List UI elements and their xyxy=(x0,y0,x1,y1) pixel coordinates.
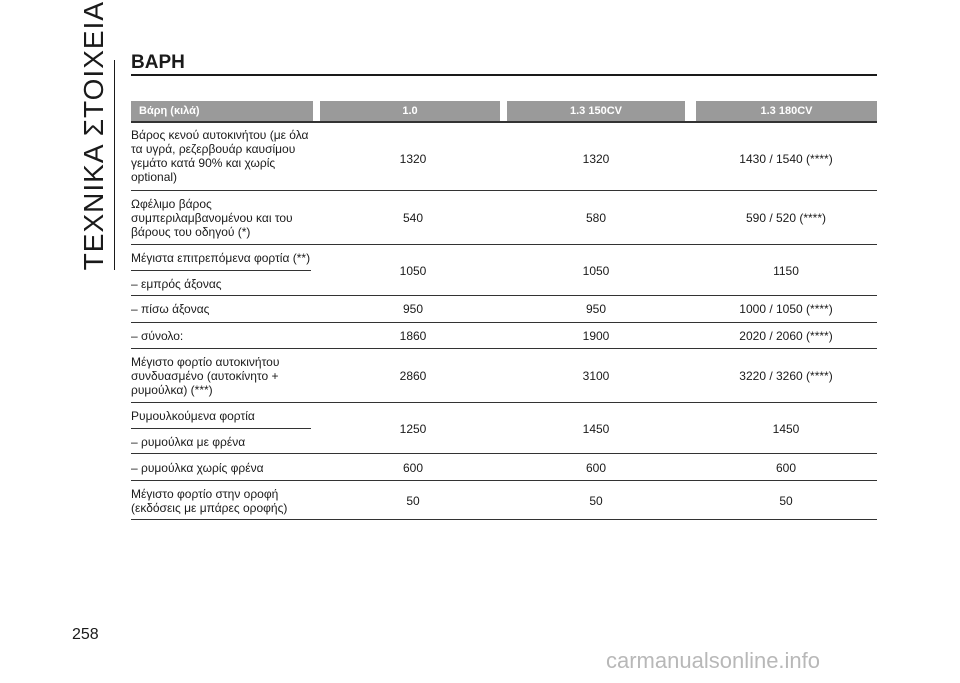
table-row xyxy=(131,251,877,293)
value-1-3-180cv: 3220 / 3260 (****) xyxy=(739,369,833,383)
table-row xyxy=(131,355,877,401)
value-1-3-150cv: 580 xyxy=(585,211,607,225)
table-row xyxy=(131,302,877,318)
header-1-3-180cv: 1.3 180CV xyxy=(696,101,877,121)
value-1-0: 600 xyxy=(402,461,424,475)
row-label: Ρυμουλκούμενα φορτία xyxy=(131,409,255,423)
value-1-3-180cv: 600 xyxy=(775,461,797,475)
row-divider xyxy=(131,480,877,481)
value-1-3-150cv: 50 xyxy=(589,494,603,508)
row-label: Μέγιστα επιτρεπόμενα φορτία (**) xyxy=(131,251,311,265)
row-divider xyxy=(131,322,877,323)
section-title: ΒΑΡΗ xyxy=(131,52,185,73)
row-sublabel: – ρυμούλκα με φρένα xyxy=(131,435,246,449)
section-divider xyxy=(131,74,877,76)
row-divider xyxy=(131,244,877,245)
value-1-3-150cv: 1050 xyxy=(582,264,610,278)
value-1-3-180cv: 2020 / 2060 (****) xyxy=(739,329,833,343)
sub-divider xyxy=(131,270,311,271)
side-chapter-title xyxy=(72,0,116,270)
sub-divider xyxy=(131,428,311,429)
value-1-0: 1860 xyxy=(399,329,427,343)
value-1-0: 2860 xyxy=(399,369,427,383)
value-1-3-150cv: 1320 xyxy=(582,152,610,166)
row-label: Βάρος κενού αυτοκινήτου (με όλα τα υγρά, ρεζερβουάρ καυσίμου γεμάτο κατά 90% και χωρίς optional) xyxy=(131,128,309,184)
row-divider xyxy=(131,295,877,296)
table-header-row xyxy=(131,101,877,121)
value-1-0: 1250 xyxy=(399,422,427,436)
side-divider xyxy=(114,60,115,270)
value-1-0: 1050 xyxy=(399,264,427,278)
header-1-3-150cv: 1.3 150CV xyxy=(507,101,685,121)
row-divider xyxy=(131,519,877,520)
row-divider xyxy=(131,453,877,454)
value-1-0: 540 xyxy=(402,211,424,225)
page-number: 258 xyxy=(72,626,99,643)
row-label: – σύνολο: xyxy=(131,329,184,343)
value-1-3-180cv: 1000 / 1050 (****) xyxy=(739,302,833,316)
value-1-3-180cv: 50 xyxy=(779,494,793,508)
value-1-0: 50 xyxy=(406,494,420,508)
value-1-3-180cv: 1150 xyxy=(773,264,799,278)
header-divider xyxy=(131,121,877,123)
value-1-3-150cv: 600 xyxy=(585,461,607,475)
table-row xyxy=(131,487,877,517)
value-1-3-150cv: 1900 xyxy=(582,329,610,343)
watermark-text: carmanualsonline.info xyxy=(606,648,821,673)
table-row xyxy=(131,329,877,345)
row-sublabel: – εμπρός άξονας xyxy=(131,277,222,291)
table-row xyxy=(131,128,877,188)
value-1-3-180cv: 1450 xyxy=(772,422,800,436)
table-row xyxy=(131,197,877,243)
row-divider xyxy=(131,190,877,191)
value-1-3-180cv: 590 / 520 (****) xyxy=(745,211,827,225)
row-label: – πίσω άξονας xyxy=(131,302,210,316)
value-1-3-150cv: 950 xyxy=(585,302,607,316)
table-row xyxy=(131,461,877,477)
value-1-3-150cv: 3100 xyxy=(582,369,610,383)
row-divider xyxy=(131,402,877,403)
row-label: Μέγιστο φορτίο στην οροφή (εκδόσεις με μπάρες οροφής) xyxy=(131,487,288,515)
header-weights: Βάρη (κιλά) xyxy=(131,101,313,121)
table-row xyxy=(131,409,877,451)
value-1-0: 1320 xyxy=(399,152,427,166)
row-label: Ωφέλιμο βάρος συμπεριλαμβανομένου και του βάρους του οδηγού (*) xyxy=(131,197,293,239)
row-label: – ρυμούλκα χωρίς φρένα xyxy=(131,461,264,475)
side-chapter-title-text: ΤΕΧΝΙΚΑ ΣΤΟΙΧΕΙΑ xyxy=(78,0,109,270)
value-1-3-150cv: 1450 xyxy=(582,422,610,436)
header-1-0: 1.0 xyxy=(320,101,500,121)
row-divider xyxy=(131,348,877,349)
value-1-3-180cv: 1430 / 1540 (****) xyxy=(739,152,833,166)
row-label: Μέγιστο φορτίο αυτοκινήτου συνδυασμένο (αυτοκίνητο + ρυμούλκα) (***) xyxy=(131,355,280,397)
value-1-0: 950 xyxy=(402,302,424,316)
